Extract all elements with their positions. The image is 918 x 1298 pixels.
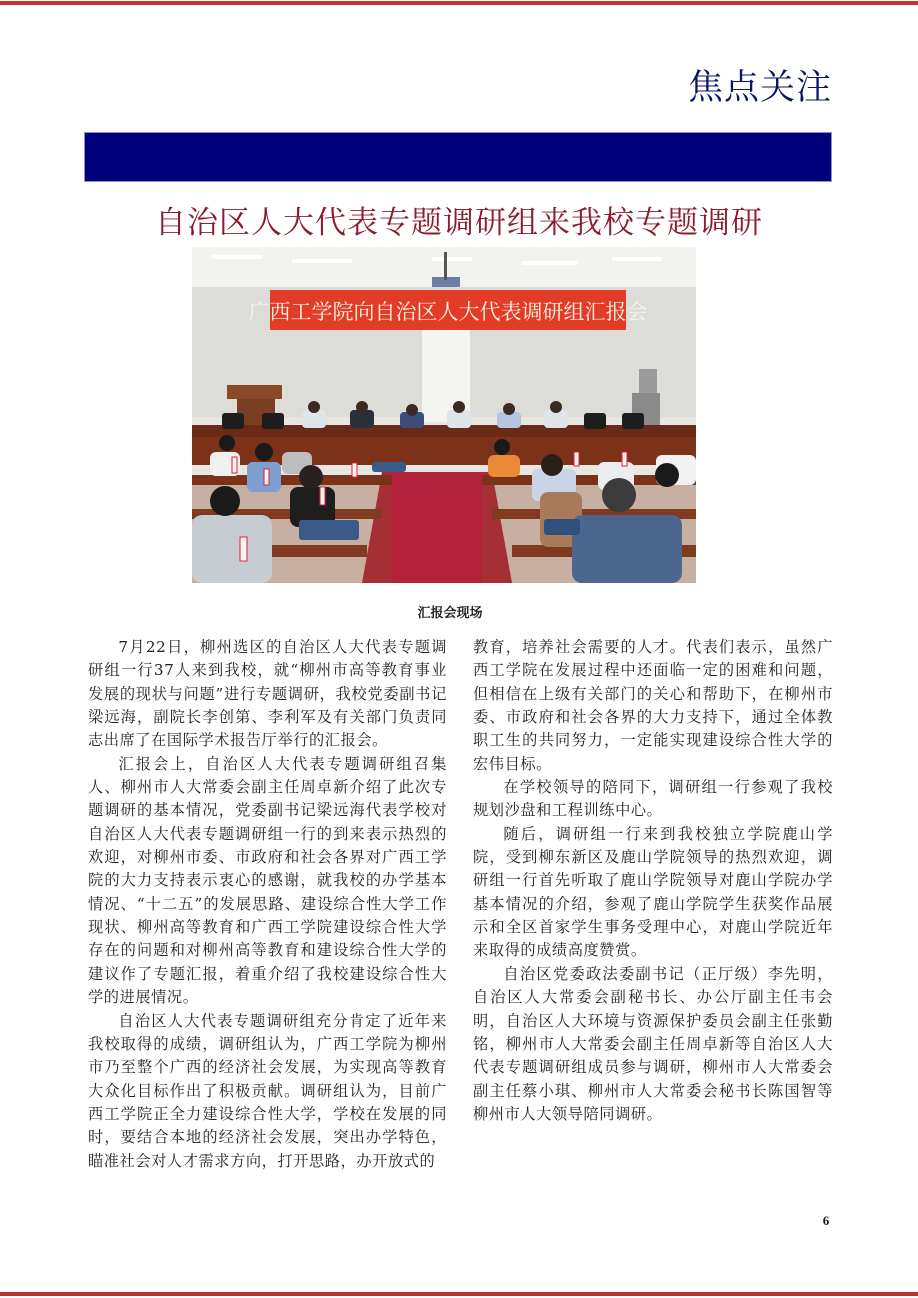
page-number: 6 [822, 1213, 830, 1228]
header-band [84, 132, 832, 182]
photo-banner-text: 广西工学院向自治区人大代表调研组汇报会 [248, 300, 648, 324]
article-headline: 自治区人大代表专题调研组来我校专题调研 [155, 205, 763, 241]
article-photo [192, 247, 696, 583]
top-rule [0, 1, 918, 5]
article-body-right-column [473, 636, 833, 1126]
paragraph: 在学校领导的陪同下，调研组一行参观了我校规划沙盘和工程训练中心。 [473, 778, 833, 820]
photo-caption: 汇报会现场 [417, 606, 483, 621]
bottom-rule [0, 1292, 918, 1296]
article-body-left-column [88, 636, 447, 1173]
paragraph: 7月22日，柳州选区的自治区人大代表专题调研组一行37人来到我校，就“柳州市高等教育事业发展的现状与问题”进行专题调研，我校党委副书记梁远海，副院长李创第、李利军及有关部门负责同志出席了在国际学术报告厅举行的汇报会。 [88, 638, 447, 750]
paragraph: 自治区人大代表专题调研组充分肯定了近年来我校取得的成绩，调研组认为，广西工学院为柳州市乃至整个广西的经济社会发展，为实现高等教育大众化目标作出了积极贡献。调研组认为，目前广西工学院正全力建设综合性大学，学校在发展的同时，要结合本地的经济社会发展，突出办学特色，瞄准社会对人才需求方向，打开思路，办开放式的 [88, 1011, 447, 1170]
paragraph: 随后，调研组一行来到我校独立学院鹿山学院，受到柳东新区及鹿山学院领导的热烈欢迎，调研组一行首先听取了鹿山学院领导对鹿山学院办学基本情况的介绍，参观了鹿山学院学生获奖作品展示和全区首家学生事务受理中心，对鹿山学院近年来取得的成绩高度赞赏。 [473, 824, 833, 960]
section-label: 焦点关注 [687, 68, 832, 108]
paragraph: 汇报会上，自治区人大代表专题调研组召集人、柳州市人大常委会副主任周卓新介绍了此次专题调研的基本情况，党委副书记梁远海代表学校对自治区人大代表专题调研组一行的到来表示热烈的欢迎，对柳州市委、市政府和社会各界对广西工学院的大力支持表示衷心的感谢，就我校的办学基本情况、“十二五”的发展思路、建设综合性大学工作现状、柳州高等教育和广西工学院建设综合性大学存在的问题和对柳州高等教育和建设综合性大学的建议作了专题汇报，着重介绍了我校建设综合性大学的进展情况。 [88, 754, 447, 1007]
paragraph-continued: 教育，培养社会需要的人才。代表们表示，虽然广西工学院在发展过程中还面临一定的困难和问题，但相信在上级有关部门的关心和帮助下，在柳州市委、市政府和社会各界的大力支持下，通过全体教职工生的共同努力，一定能实现建设综合性大学的宏伟目标。 [473, 638, 833, 773]
paragraph: 自治区党委政法委副书记（正厅级）李先明，自治区人大常委会副秘书长、办公厅副主任韦会明，自治区人大环境与资源保护委员会副主任张勤铭，柳州市人大常委会副主任周卓新等自治区人大代表专题调研组成员参与调研，柳州市人大常委会副主任蔡小琪、柳州市人大常委会秘书长陈国智等柳州市人大领导陪同调研。 [473, 964, 833, 1123]
